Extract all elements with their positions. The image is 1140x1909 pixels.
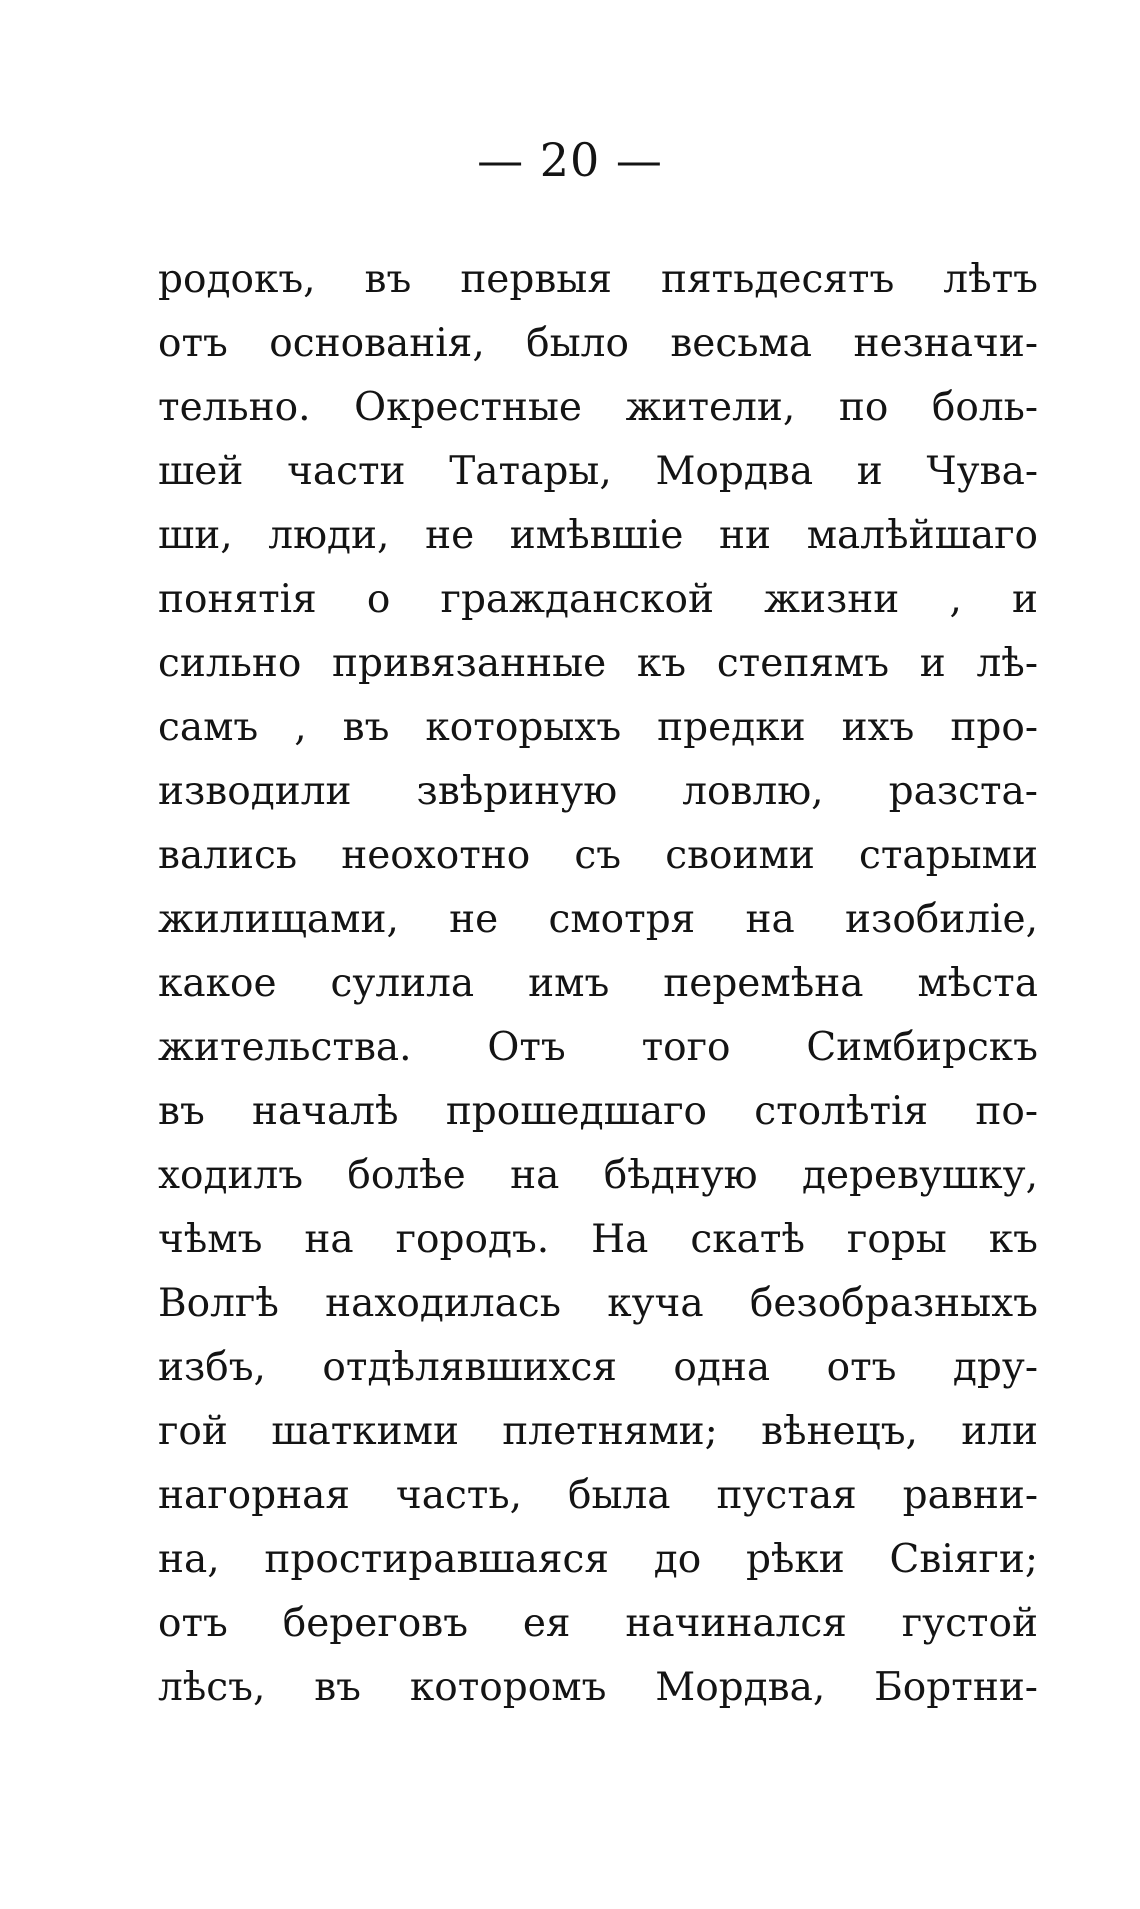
text-line: сильно привязанные къ степямъ и лѣ-: [158, 641, 1038, 686]
text-line: понятія о гражданской жизни , и: [158, 577, 1038, 622]
text-line: жилищами, не смотря на изобиліе,: [158, 897, 1038, 942]
text-line: лѣсъ, въ которомъ Мордва, Бортни-: [158, 1665, 1038, 1710]
text-line: въ началѣ прошедшаго столѣтія по-: [158, 1089, 1038, 1134]
text-line: какое сулила имъ перемѣна мѣста: [158, 961, 1038, 1006]
text-line: вались неохотно съ своими старыми: [158, 833, 1038, 878]
text-line: чѣмъ на городъ. На скатѣ горы къ: [158, 1217, 1038, 1262]
text-line: жительства. Отъ того Симбирскъ: [158, 1025, 1038, 1070]
text-line: гой шаткими плетнями; вѣнецъ, или: [158, 1409, 1038, 1454]
text-line: тельно. Окрестные жители, по боль-: [158, 385, 1038, 430]
body-text: [158, 248, 1038, 1720]
text-line: отъ береговъ ея начинался густой: [158, 1601, 1038, 1646]
text-line: самъ , въ которыхъ предки ихъ про-: [158, 705, 1038, 750]
text-line: родокъ, въ первыя пятьдесятъ лѣтъ: [158, 257, 1038, 302]
text-line: изводили звѣриную ловлю, разста-: [158, 769, 1038, 814]
text-line: Волгѣ находилась куча безобразныхъ: [158, 1281, 1038, 1326]
text-line: отъ основанія, было весьма незначи-: [158, 321, 1038, 366]
text-line: нагорная часть, была пустая равни-: [158, 1473, 1038, 1518]
text-line: ши, люди, не имѣвшіе ни малѣйшаго: [158, 513, 1038, 558]
text-line: шей части Татары, Мордва и Чува-: [158, 449, 1038, 494]
text-line: избъ, отдѣлявшихся одна отъ дру-: [158, 1345, 1038, 1390]
page-number: — 20 —: [477, 133, 663, 187]
text-line: на, простиравшаяся до рѣки Свіяги;: [158, 1537, 1038, 1582]
text-line: ходилъ болѣе на бѣдную деревушку,: [158, 1153, 1038, 1198]
